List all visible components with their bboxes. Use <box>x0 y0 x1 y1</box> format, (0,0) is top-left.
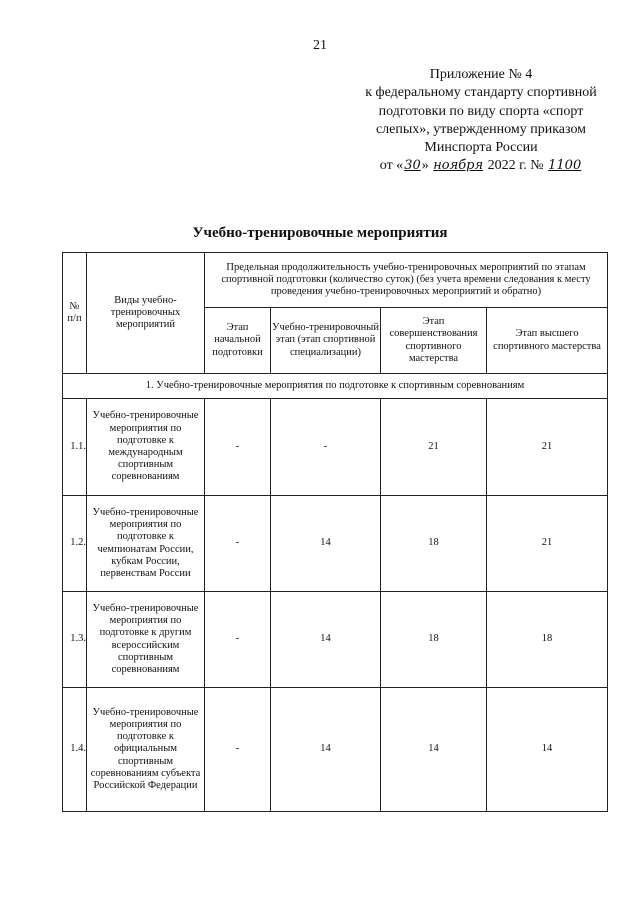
document-title: Учебно-тренировочные мероприятия <box>192 225 448 241</box>
annex-header <box>346 66 616 176</box>
table-row <box>63 496 608 592</box>
row-value-higher: 21 <box>487 496 608 592</box>
row-value-higher: 21 <box>487 399 608 496</box>
row-value-training: 14 <box>271 592 381 688</box>
row-value-improvement: 18 <box>381 592 487 688</box>
row-value-initial: - <box>205 592 271 688</box>
table-row <box>63 592 608 688</box>
row-name: Учебно-тренировочные мероприятия по подготовке к чемпионатам России, кубкам России, первенствам России <box>87 496 205 592</box>
header-stage-higher: Этап высшего спортивного мастерства <box>487 308 608 374</box>
row-value-training: - <box>271 399 381 496</box>
row-value-improvement: 18 <box>381 496 487 592</box>
row-name: Учебно-тренировочные мероприятия по подготовке к международным спортивным соревнованиям <box>87 399 205 496</box>
row-name: Учебно-тренировочные мероприятия по подготовке к официальным спортивным соревнованиям субъекта Российской Федерации <box>87 688 205 812</box>
annex-line: к федеральному стандарту спортивной <box>365 85 597 101</box>
training-events-table <box>62 252 608 812</box>
date-prefix: от « <box>379 158 404 174</box>
date-year: 2022 г. № <box>487 158 544 174</box>
page-number: 21 <box>313 38 327 53</box>
row-value-training: 14 <box>271 688 381 812</box>
handwritten-day: 30 <box>404 158 421 174</box>
header-num: № п/п <box>63 253 87 374</box>
row-number: 1.1. <box>63 399 87 496</box>
table-row <box>63 399 608 496</box>
handwritten-month: ноября <box>433 158 484 174</box>
header-stage-training: Учебно-тренировочный этап (этап спортивной специализации) <box>271 308 381 374</box>
annex-date-line <box>346 157 616 175</box>
annex-line: Минспорта России <box>424 140 538 156</box>
annex-line: слепых», утвержденному приказом <box>375 121 587 137</box>
header-duration: Предельная продолжительность учебно-тренировочных мероприятий по этапам спортивной подготовки (количество суток) (без учета времени следования к месту проведения учебно-тренировочных мероприятий и обратно) <box>205 253 608 308</box>
header-stage-initial: Этап начальной подготовки <box>205 308 271 374</box>
row-value-initial: - <box>205 399 271 496</box>
section-row <box>63 374 608 399</box>
handwritten-order-number: 1100 <box>548 158 582 174</box>
row-value-improvement: 14 <box>381 688 487 812</box>
section-heading: 1. Учебно-тренировочные мероприятия по подготовке к спортивным соревнованиям <box>63 374 608 399</box>
table-row <box>63 688 608 812</box>
row-name: Учебно-тренировочные мероприятия по подготовке к другим всероссийским спортивным соревнованиям <box>87 592 205 688</box>
row-value-higher: 14 <box>487 688 608 812</box>
header-kind: Виды учебно-тренировочных мероприятий <box>87 253 205 374</box>
annex-line: Приложение № 4 <box>429 67 533 82</box>
annex-line: подготовки по виду спорта «спорт <box>378 103 584 119</box>
row-value-initial: - <box>205 496 271 592</box>
table-header-row <box>63 253 608 308</box>
row-value-improvement: 21 <box>381 399 487 496</box>
row-number: 1.4. <box>63 688 87 812</box>
row-number: 1.3. <box>63 592 87 688</box>
date-mid: » <box>421 158 429 174</box>
row-value-training: 14 <box>271 496 381 592</box>
row-value-higher: 18 <box>487 592 608 688</box>
row-number: 1.2. <box>63 496 87 592</box>
header-stage-improvement: Этап совершенствования спортивного мастерства <box>381 308 487 374</box>
row-value-initial: - <box>205 688 271 812</box>
